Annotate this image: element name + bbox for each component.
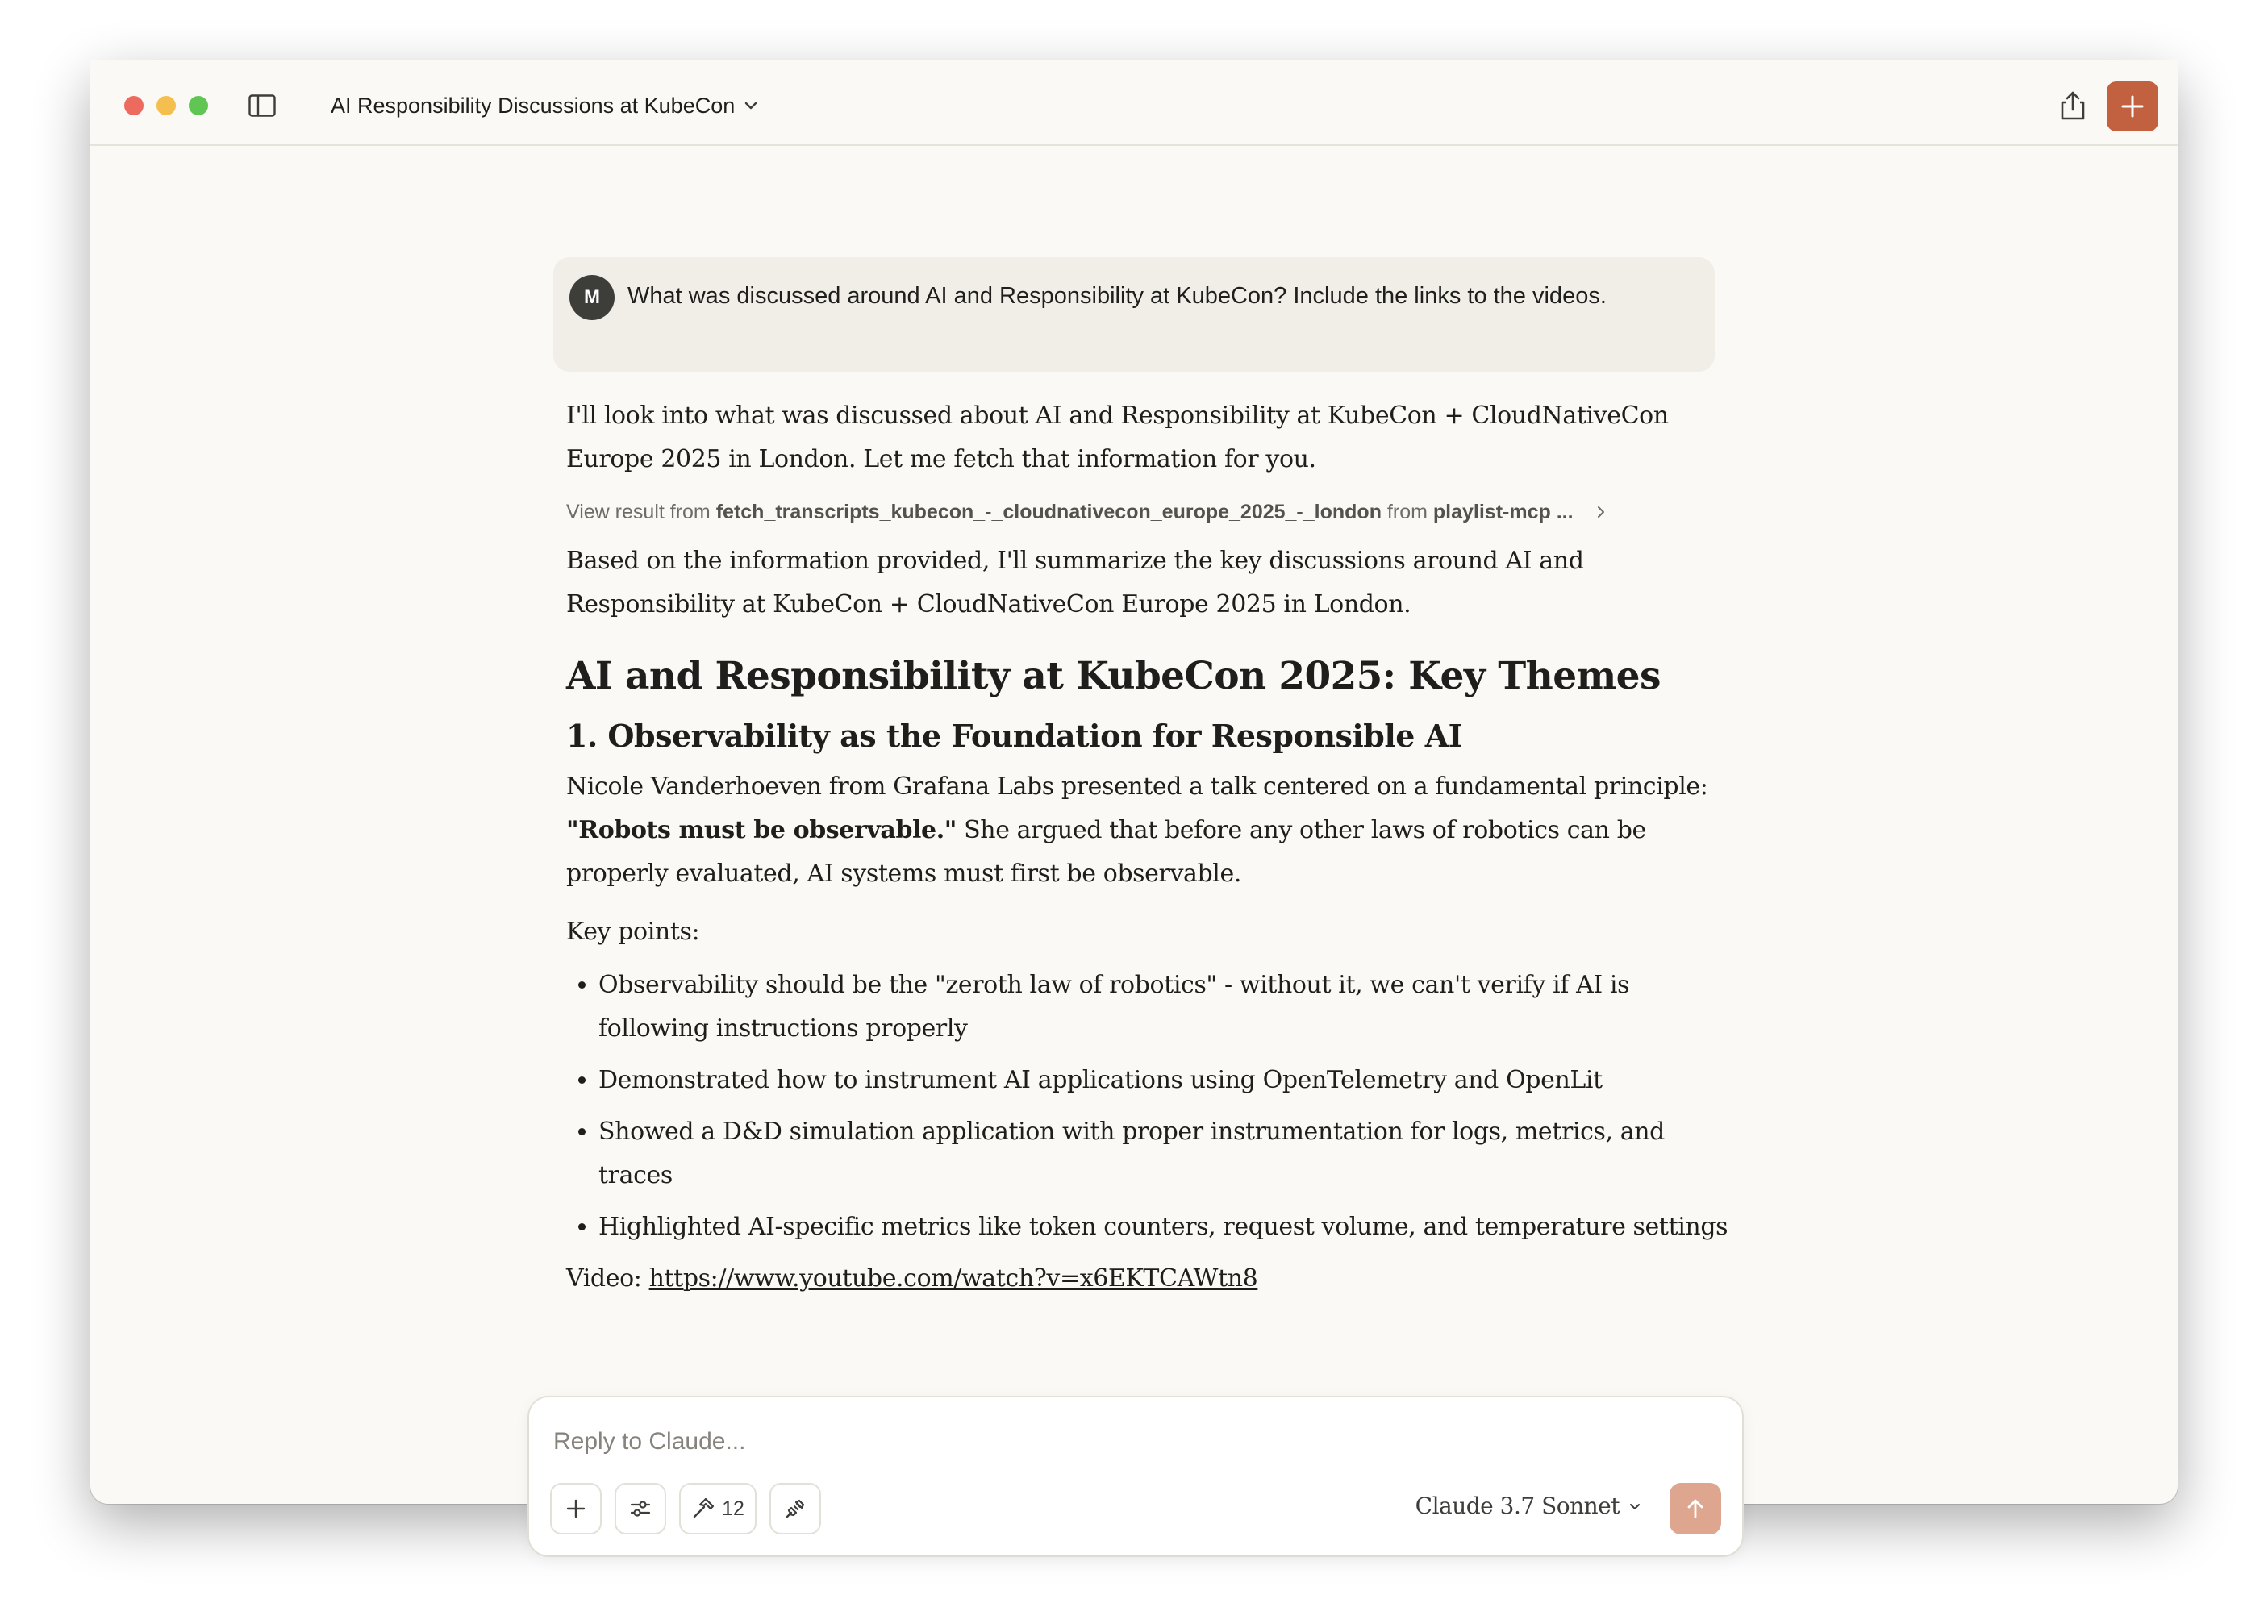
reply-composer — [529, 1397, 1742, 1555]
settings-button[interactable] — [615, 1483, 666, 1534]
para-end: She argued that before any other laws of robotics can be properly evaluated, AI systems must first be observable. — [566, 816, 1646, 888]
key-points-label: Key points: — [566, 918, 700, 946]
chevron-down-icon — [1628, 1499, 1642, 1514]
list-item: • Showed a D&D simulation application with proper instrumentation for logs, metrics, and traces — [598, 1110, 1744, 1197]
arrow-up-icon — [1684, 1497, 1707, 1520]
video-link[interactable]: https://www.youtube.com/watch?v=x6EKTCAWtn8 — [648, 1264, 1258, 1293]
close-window-button[interactable] — [124, 96, 144, 115]
video-label: Video: — [566, 1264, 649, 1293]
tool-result-link[interactable] — [566, 498, 1744, 527]
send-button[interactable] — [1670, 1483, 1721, 1534]
title-bar — [90, 60, 2178, 146]
tool-result-prefix: View result from — [566, 500, 711, 523]
user-message-text: What was discussed around AI and Responsibility at KubeCon? Include the links to the videos. — [627, 283, 1607, 309]
list-item: • Demonstrated how to instrument AI applications using OpenTelemetry and OpenLit — [598, 1059, 1744, 1102]
model-name: Claude 3.7 Sonnet — [1415, 1493, 1620, 1519]
para-start: Nicole Vanderhoeven from Grafana Labs presented a talk centered on a fundamental principle: — [566, 772, 1708, 801]
tools-button[interactable] — [679, 1483, 757, 1534]
plus-icon — [565, 1498, 586, 1519]
minimize-window-button[interactable] — [156, 96, 176, 115]
user-avatar: M — [569, 275, 615, 320]
tool-result-from: from — [1386, 500, 1428, 523]
response-heading: AI and Responsibility at KubeCon 2025: Key Themes — [566, 654, 1661, 698]
tool-server: playlist-mcp ... — [1432, 500, 1574, 523]
assistant-intro: I'll look into what was discussed about AI and Responsibility at KubeCon + CloudNativeCon Europe 2025 in London. Let me fetch that information for you. — [566, 402, 1669, 473]
plug-icon — [784, 1497, 807, 1520]
list-item: • Highlighted AI-specific metrics like token counters, request volume, and temperature settings — [598, 1206, 1744, 1249]
app-window — [90, 60, 2178, 1520]
section-paragraph — [566, 765, 1744, 896]
sliders-icon — [629, 1499, 652, 1518]
summary-intro: Based on the information provided, I'll summarize the key discussions around AI and Responsibility at KubeCon + CloudNativeCon Europe 2025 in London. — [566, 547, 1584, 618]
integrations-button[interactable] — [769, 1483, 821, 1534]
chevron-right-icon — [1595, 506, 1607, 518]
reply-input[interactable] — [552, 1422, 1684, 1462]
user-message — [553, 257, 1715, 372]
sidebar-toggle-icon[interactable] — [248, 94, 276, 117]
attach-button[interactable] — [550, 1483, 602, 1534]
tool-name: fetch_transcripts_kubecon_-_cloudnativecon_europe_2025_-_london — [715, 500, 1382, 523]
conversation-title-dropdown[interactable] — [331, 88, 759, 123]
conversation-title: AI Responsibility Discussions at KubeCon — [331, 93, 736, 118]
video-line — [566, 1257, 1744, 1301]
chevron-down-icon — [743, 98, 759, 114]
maximize-window-button[interactable] — [189, 96, 208, 115]
para-bold-quote: "Robots must be observable." — [566, 816, 957, 844]
assistant-message — [566, 394, 1744, 1301]
tools-count: 12 — [722, 1497, 744, 1520]
share-icon[interactable] — [2058, 90, 2087, 122]
plus-icon — [2120, 94, 2145, 119]
model-selector[interactable] — [1415, 1493, 1642, 1519]
hammer-icon — [691, 1497, 715, 1520]
section-title: 1. Observability as the Foundation for Responsible AI — [566, 718, 1462, 754]
key-points-list — [566, 964, 1744, 1249]
list-item: • Observability should be the "zeroth law of robotics" - without it, we can't verify if AI is following instructions properly — [598, 964, 1744, 1051]
conversation-area — [90, 146, 2178, 1520]
new-chat-button[interactable] — [2107, 81, 2158, 131]
